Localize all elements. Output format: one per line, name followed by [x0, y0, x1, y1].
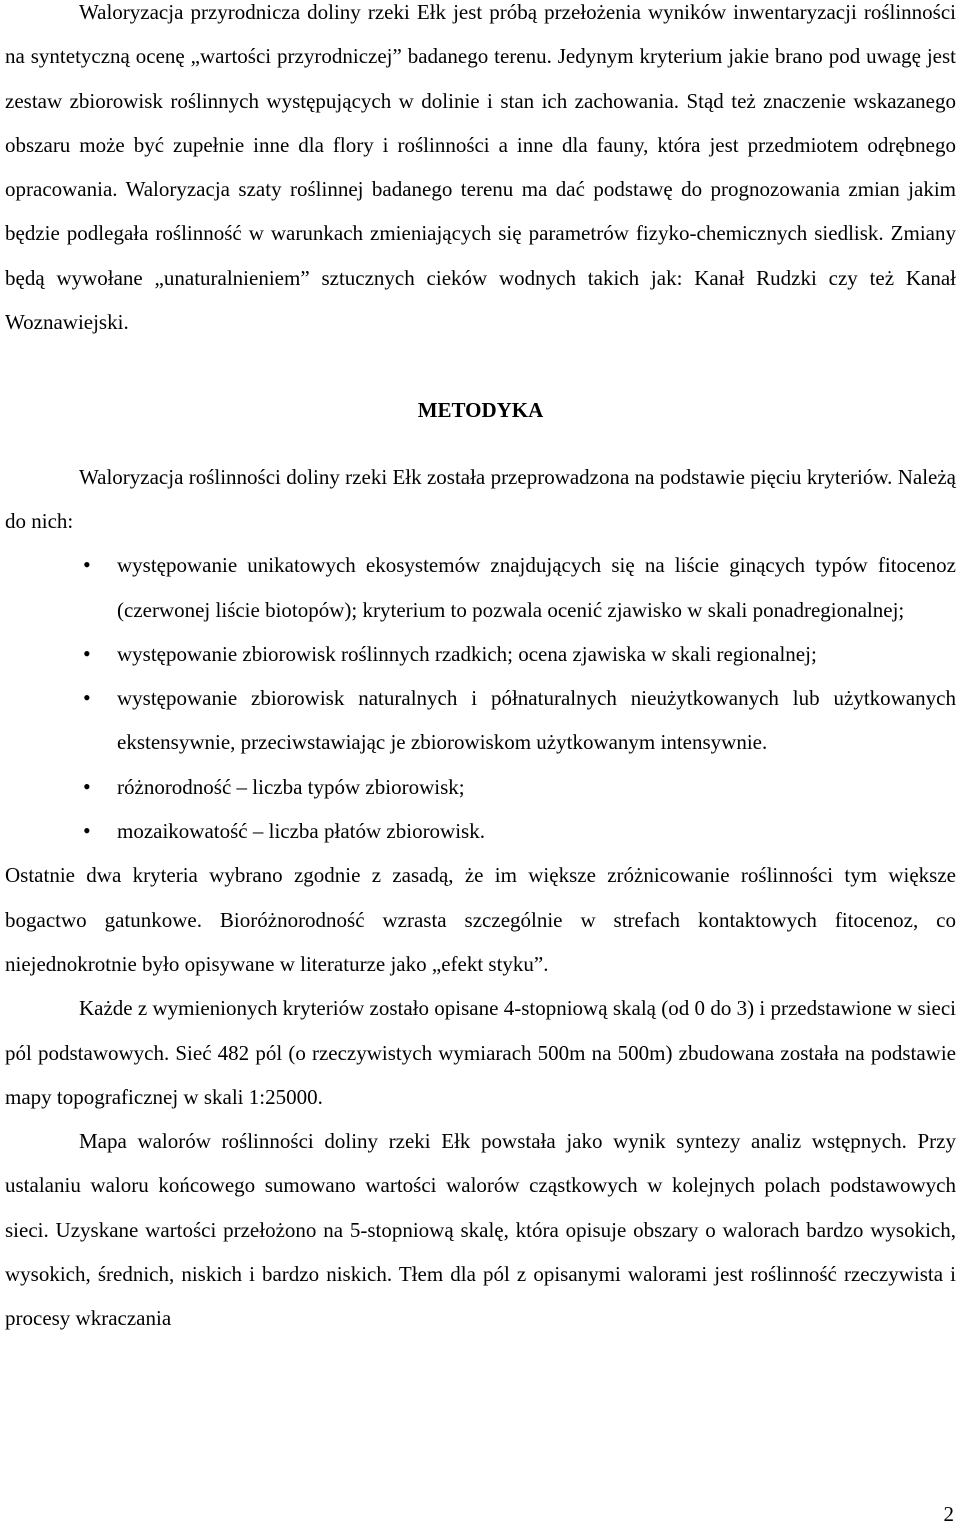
list-item-text: mozaikowatość – liczba płatów zbiorowisk. — [117, 819, 485, 844]
section-heading: METODYKA — [417, 398, 544, 423]
list-item — [5, 676, 956, 765]
list-item — [5, 632, 956, 676]
criteria-list — [5, 543, 956, 853]
scale-paragraph: Każde z wymienionych kryteriów zostało opisane 4-stopniową skalą (od 0 do 3) i przedstawione w sieci pól podstawowych. Sieć 482 pól (o rzeczywistych wymiarach 500m na 500m) zbudowana została na podstawie mapy topograficznej w skali 1:25000. — [5, 996, 956, 1109]
bullet-icon: • — [83, 818, 91, 844]
bullet-icon: • — [83, 640, 91, 666]
criteria-explanation-paragraph: Ostatnie dwa kryteria wybrano zgodnie z zasadą, że im większe zróżnicowanie roślinności tym większe bogactwo gatunkowe. Bioróżnorodność wzrasta szczególnie w strefach kontaktowych fitocenoz, co niejednokrotnie było opisywane w literaturze jako „efekt styku”. — [5, 863, 956, 976]
criteria-intro-paragraph: Waloryzacja roślinności doliny rzeki Ełk została przeprowadzona na podstawie pięciu kryteriów. Należą do nich: — [5, 464, 956, 533]
page-number: 2 — [943, 1502, 954, 1526]
intro-paragraph: Waloryzacja przyrodnicza doliny rzeki Ełk jest próbą przełożenia wyników inwentaryzacji roślinności na syntetyczną ocenę „wartości przyrodniczej” badanego terenu. Jedynym kryterium jakie brano pod uwagę jest zestaw zbiorowisk roślinnych występujących w dolinie i stan ich zachowania. Stąd też znaczenie wskazanego obszaru może być zupełnie inne dla flory i roślinności a inne dla fauny, która jest przedmiotem odrębnego opracowania. Waloryzacja szaty roślinnej badanego terenu ma dać podstawę do prognozowania zmian jakim będzie podlegała roślinność w warunkach zmieniających się parametrów fizyko-chemicznych siedlisk. Zmiany będą wywołane „unaturalnieniem” sztucznych cieków wodnych takich jak: Kanał Rudzki czy też Kanał Woznawiejski. — [5, 0, 956, 335]
bullet-icon: • — [83, 552, 91, 578]
list-item-text: występowanie unikatowych ekosystemów znajdujących się na liście ginących typów fitocenoz (czerwonej liście biotopów); kryterium to pozwala ocenić zjawisko w skali ponadregionalnej; — [117, 553, 956, 622]
bullet-icon: • — [83, 773, 91, 799]
list-item — [5, 765, 956, 809]
map-paragraph: Mapa walorów roślinności doliny rzeki Ełk powstała jako wynik syntezy analiz wstępnych. Przy ustalaniu waloru końcowego sumowano wartości walorów cząstkowych w kolejnych polach podstawowych sieci. Uzyskane wartości przełożono na 5-stopniową skalę, która opisuje obszary o walorach bardzo wysokich, wysokich, średnich, niskich i bardzo niskich. Tłem dla pól z opisanymi walorami jest roślinność rzeczywista i procesy wkraczania — [5, 1129, 956, 1331]
list-item-text: występowanie zbiorowisk roślinnych rzadkich; ocena zjawiska w skali regionalnej; — [117, 641, 817, 666]
bullet-icon: • — [83, 685, 91, 711]
list-item-text: występowanie zbiorowisk naturalnych i półnaturalnych nieużytkowanych lub użytkowanych ekstensywnie, przeciwstawiając je zbiorowiskom użytkowanym intensywnie. — [117, 686, 956, 755]
list-item — [5, 809, 956, 853]
list-item — [5, 543, 956, 632]
list-item-text: różnorodność – liczba typów zbiorowisk; — [117, 774, 465, 799]
